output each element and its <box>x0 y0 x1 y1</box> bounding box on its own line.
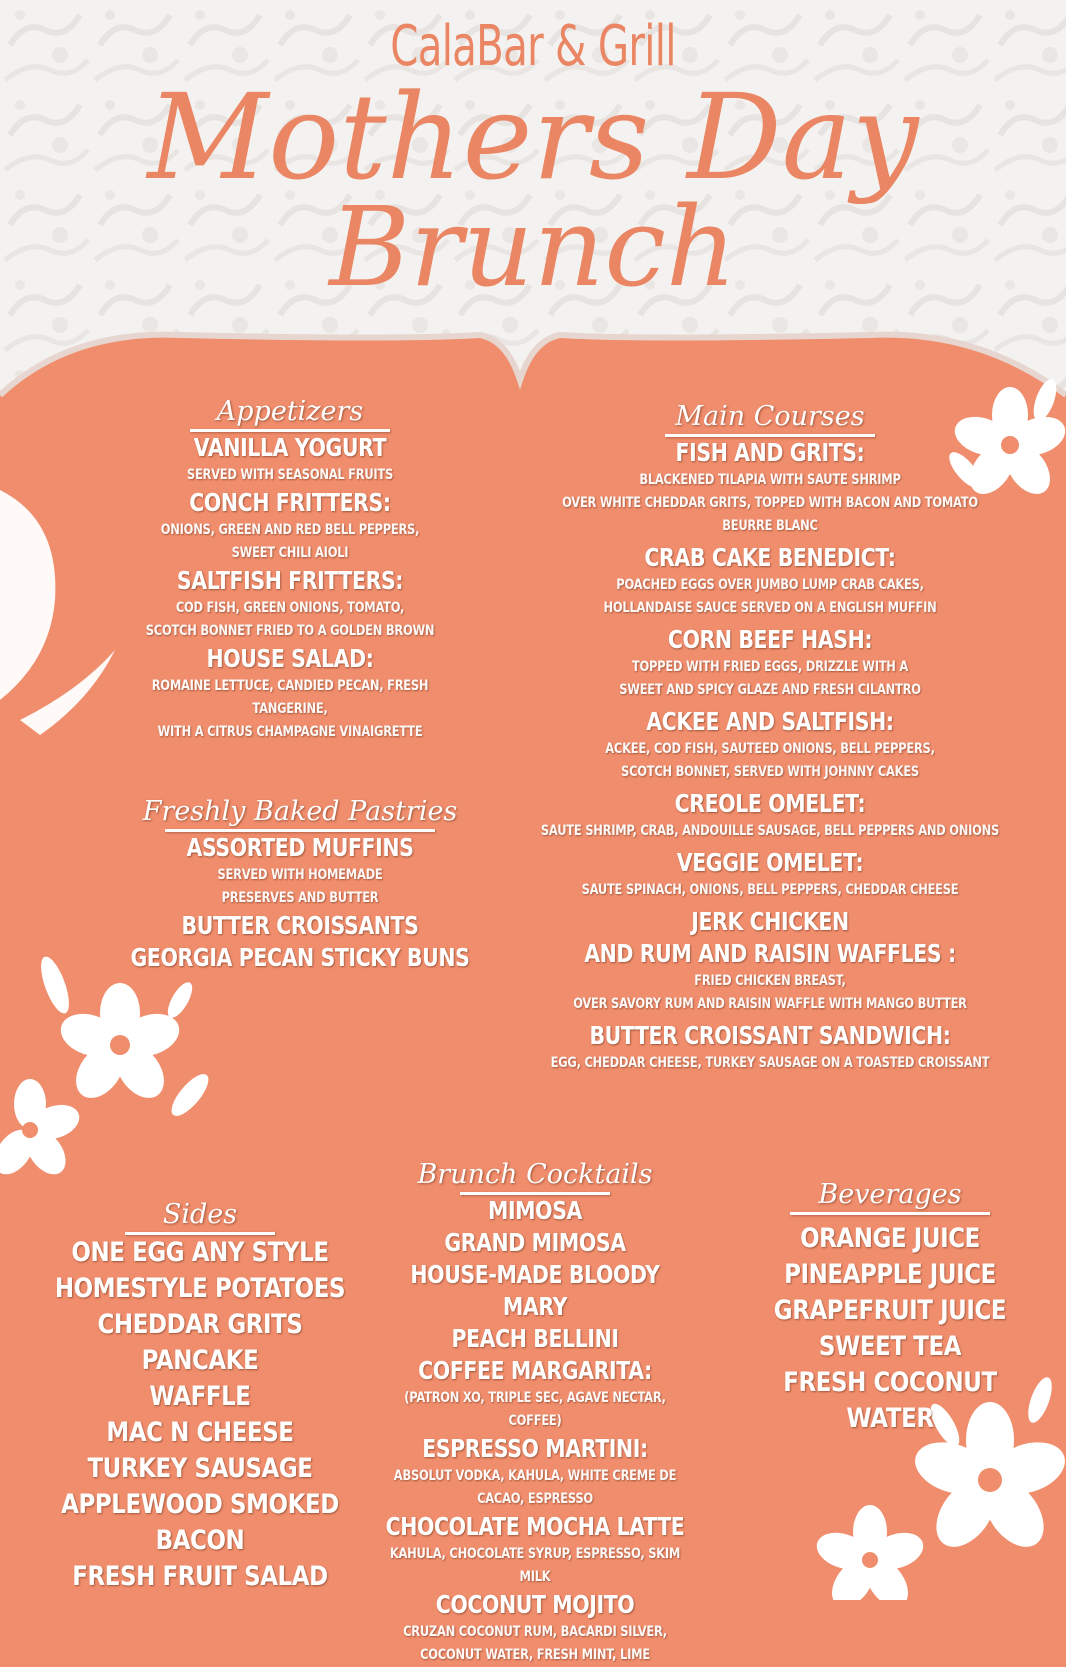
pastries-list <box>60 832 540 974</box>
menu-item-name: HOUSE SALAD: <box>206 644 374 673</box>
spacer <box>490 1075 1050 1079</box>
menu-item-name: FISH AND GRITS: <box>675 438 865 467</box>
menu-item-description: SWEET CHILI AIOLI <box>231 545 349 561</box>
menu-item-name: GEORGIA PECAN STICKY BUNS <box>130 943 470 972</box>
menu-item-name: BUTTER CROISSANT SANDWICH: <box>589 1021 951 1050</box>
menu-item-name: MIMOSA <box>487 1196 583 1225</box>
restaurant-brand: CalaBar & Grill <box>390 14 676 79</box>
menu-item-name: CONCH FRITTERS: <box>189 488 391 517</box>
menu-item-description: HOLLANDAISE SAUCE SERVED ON A ENGLISH MUFFIN <box>603 600 937 616</box>
menu-item-name: CRAB CAKE BENEDICT: <box>644 543 896 572</box>
menu-item-description: SWEET AND SPICY GLAZE AND FRESH CILANTRO <box>619 682 921 698</box>
menu-item-description: KAHULA, CHOCOLATE SYRUP, ESPRESSO, SKIM MILK <box>389 1546 681 1585</box>
menu-item-name: CORN BEEF HASH: <box>667 625 873 654</box>
menu-item-description: SAUTE SPINACH, ONIONS, BELL PEPPERS, CHEDDAR CHEESE <box>581 882 959 898</box>
menu-item-name: HOUSE-MADE BLOODY MARY <box>410 1260 660 1321</box>
menu-item-description: SERVED WITH SEASONAL FRUITS <box>186 467 394 483</box>
menu-item-description: EGG, CHEDDAR CHEESE, TURKEY SAUSAGE ON A TOASTED CROISSANT <box>550 1055 990 1071</box>
menu-item-name: GRAND MIMOSA <box>444 1228 626 1257</box>
sides-section <box>10 1198 390 1595</box>
menu-item-name: BUTTER CROISSANTS <box>181 911 419 940</box>
menu-item-name: ASSORTED MUFFINS <box>186 833 414 862</box>
main-courses-title: Main Courses <box>675 401 865 432</box>
menu-item-description: TOPPED WITH FRIED EGGS, DRIZZLE WITH A <box>631 659 909 675</box>
menu-item-description: COD FISH, GREEN ONIONS, TOMATO, <box>175 600 405 616</box>
menu-item-name: PANCAKE <box>141 1345 259 1376</box>
menu-item-name: CHEDDAR GRITS <box>97 1309 303 1340</box>
menu-item-name: ESPRESSO MARTINI: <box>422 1434 648 1463</box>
appetizers-section <box>80 395 500 744</box>
beverages-underline <box>790 1212 990 1215</box>
menu-item-description: FRIED CHICKEN BREAST, <box>694 973 846 989</box>
cocktails-section <box>345 1158 725 1667</box>
menu-item-description: SCOTCH BONNET FRIED TO A GOLDEN BROWN <box>145 623 435 639</box>
pastries-title: Freshly Baked Pastries <box>142 796 458 827</box>
menu-item-name: TURKEY SAUSAGE <box>87 1453 313 1484</box>
menu-item-name: APPLEWOOD SMOKED BACON <box>61 1489 339 1556</box>
menu-item-name: ORANGE JUICE <box>800 1223 980 1254</box>
menu-item-description: CRUZAN COCONUT RUM, BACARDI SILVER, <box>403 1624 667 1640</box>
menu-item-description: COCONUT WATER, FRESH MINT, LIME <box>420 1647 650 1663</box>
menu-item-name: PINEAPPLE JUICE <box>784 1259 996 1290</box>
menu-item-name: COFFEE MARGARITA: <box>418 1356 652 1385</box>
menu-item-description: SCOTCH BONNET, SERVED WITH JOHNNY CAKES <box>621 764 919 780</box>
menu-item-description: OVER WHITE CHEDDAR GRITS, TOPPED WITH BACON AND TOMATO BEURRE BLANC <box>562 495 978 534</box>
menu-item-name: VANILLA YOGURT <box>193 433 387 462</box>
sides-title: Sides <box>162 1199 238 1230</box>
menu-item-description: ROMAINE LETTUCE, CANDIED PECAN, FRESH TANGERINE, <box>151 678 429 717</box>
pastries-section <box>60 795 540 974</box>
sides-list <box>10 1235 390 1595</box>
menu-item-name: MAC N CHEESE <box>106 1417 294 1448</box>
main-courses-list <box>490 437 1050 1079</box>
menu-item-name: FRESH COCONUT WATER <box>783 1367 997 1434</box>
menu-item-name: SWEET TEA <box>818 1331 962 1362</box>
menu-item-name: AND RUM AND RAISIN WAFFLES : <box>584 939 956 968</box>
menu-item-description: ONIONS, GREEN AND RED BELL PEPPERS, <box>160 522 420 538</box>
cocktails-list <box>345 1195 725 1667</box>
menu-item-name: ACKEE AND SALTFISH: <box>646 707 894 736</box>
menu-item-name: FRESH FRUIT SALAD <box>72 1561 328 1592</box>
menu-item-name: HOMESTYLE POTATOES <box>54 1273 346 1304</box>
menu-item-description: PRESERVES AND BUTTER <box>221 890 379 906</box>
menu-item-description: POACHED EGGS OVER JUMBO LUMP CRAB CAKES, <box>616 577 924 593</box>
beverages-section <box>735 1178 1045 1437</box>
menu-item-name: PEACH BELLINI <box>451 1324 619 1353</box>
menu-item-description: SERVED WITH HOMEMADE <box>217 867 383 883</box>
menu-item-description: WITH A CITRUS CHAMPAGNE VINAIGRETTE <box>157 724 423 740</box>
menu-item-description: ACKEE, COD FISH, SAUTEED ONIONS, BELL PEPPERS, <box>605 741 935 757</box>
appetizers-list <box>80 432 500 744</box>
title-brunch: Brunch <box>329 183 737 311</box>
cocktails-title: Brunch Cocktails <box>417 1159 653 1190</box>
menu-item-name: CHOCOLATE MOCHA LATTE <box>385 1512 685 1541</box>
menu-item-name: WAFFLE <box>149 1381 251 1412</box>
menu-item-description: SAUTE SHRIMP, CRAB, ANDOUILLE SAUSAGE, BELL PEPPERS AND ONIONS <box>540 823 1000 839</box>
beverages-title: Beverages <box>818 1179 962 1210</box>
title-mothers-day: Mothers Day <box>147 68 919 206</box>
menu-item-description: (PATRON XO, TRIPLE SEC, AGAVE NECTAR, COFFEE) <box>404 1390 666 1429</box>
menu-item-description: OVER SAVORY RUM AND RAISIN WAFFLE WITH MANGO BUTTER <box>573 996 967 1012</box>
menu-item-description: ABSOLUT VODKA, KAHULA, WHITE CREME DE CACAO, ESPRESSO <box>393 1468 677 1507</box>
main-courses-section <box>490 400 1050 1079</box>
menu-item-name: SALTFISH FRITTERS: <box>176 566 404 595</box>
menu-item-name: JERK CHICKEN <box>691 907 849 936</box>
beverages-list <box>735 1221 1045 1437</box>
menu-item-name: GRAPEFRUIT JUICE <box>773 1295 1007 1326</box>
menu-item-name: VEGGIE OMELET: <box>676 848 864 877</box>
menu-item-name: ONE EGG ANY STYLE <box>71 1237 329 1268</box>
menu-item-name: CREOLE OMELET: <box>674 789 866 818</box>
appetizers-title: Appetizers <box>216 396 364 427</box>
menu-item-name: COCONUT MOJITO <box>435 1590 635 1619</box>
menu-item-description: BLACKENED TILAPIA WITH SAUTE SHRIMP <box>639 472 901 488</box>
